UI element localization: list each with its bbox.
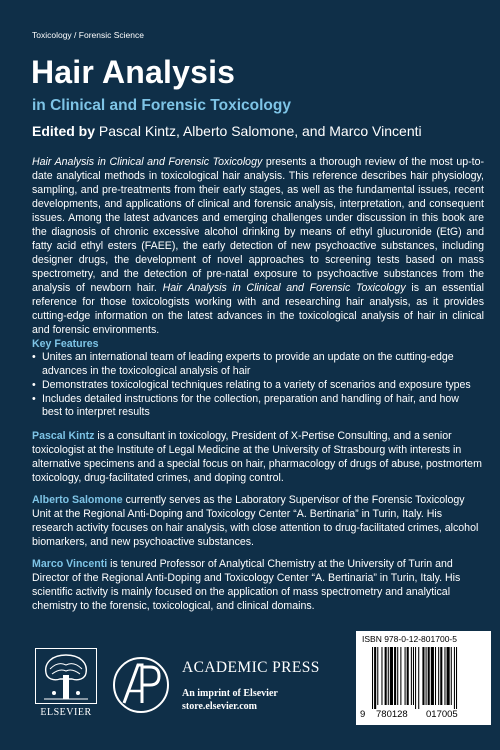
editors-label: Edited by (32, 123, 96, 139)
barcode-bar (422, 647, 424, 705)
list-item (32, 379, 480, 393)
barcode-bar (374, 647, 376, 709)
academic-press-ap-icon (112, 653, 170, 717)
author-bio-vincenti (32, 557, 484, 613)
list-item-text: Unites an international team of leading experts to provide an update on the cutting-edge advances in the toxicological analysis of hair (42, 351, 454, 377)
description-book-title: Hair Analysis in Clinical and Forensic Toxicology (32, 156, 263, 168)
barcode-bar (377, 647, 378, 705)
barcode-bar (390, 647, 393, 705)
author-bio-text: currently serves as the Laboratory Supervisor of the Forensic Toxicology Unit at the Regional Anti-Doping and Toxicology Center “A. Bertinaria” in Turin, Italy. His research activity focuses on hair analysis, with close attention to drug-facilitated crimes, alcohol biomarkers, and new psychoactive substances. (32, 494, 479, 548)
bullet-icon: • (32, 392, 36, 405)
list-item (32, 393, 480, 420)
barcode-digits-last: 017005 (426, 709, 458, 720)
barcode-bar (405, 647, 406, 705)
barcode-bar (385, 647, 387, 705)
barcode-bar (428, 647, 430, 705)
isbn-label: ISBN 978-0-12-801700-5 (362, 634, 457, 644)
author-name: Alberto Salomone (32, 494, 123, 506)
bullet-icon: • (32, 351, 36, 363)
barcode-bar (454, 647, 455, 709)
barcode-bar (394, 647, 396, 705)
barcode-digits-middle: 780128 (376, 709, 408, 720)
author-name: Marco Vincenti (32, 558, 108, 570)
elsevier-tree-icon (35, 648, 97, 704)
list-item-text: Includes detailed instructions for the collection, preparation and handling of hair, and how best to interpret results (42, 392, 459, 418)
book-description (32, 155, 484, 337)
description-text: is an essential reference for those toxicologists working with and researching hair analysis, as it provides cutting-edge information on the latest advances in the toxicological analysis of hair in clinical and forensic environments. (32, 282, 484, 336)
author-bio-text: is tenured Professor of Analytical Chemistry at the University of Turin and Director of the Regional Anti-Doping and Toxicology Center “A. Bertinaria” in Turin, Italy. His scientific activity is mainly focused on the application of mass spectrometry and analytical chemistry to the forensic, toxicological, and clinical domains. (32, 558, 461, 612)
barcode-bar (418, 647, 419, 709)
barcode-bar (407, 647, 409, 705)
barcode-bar (413, 647, 414, 705)
barcode-bar (372, 647, 373, 709)
category-label: Toxicology / Forensic Science (32, 30, 144, 40)
barcode-bar (447, 647, 450, 705)
author-bio-kintz (32, 429, 484, 485)
imprint-text: An imprint of Elsevier (182, 688, 278, 699)
barcode-bar (456, 647, 457, 709)
key-features-list (32, 351, 480, 420)
barcode-box (356, 631, 491, 725)
academic-press-name: ACADEMIC PRESS (182, 659, 320, 676)
book-title: Hair Analysis (31, 54, 236, 90)
barcode-bar (388, 647, 389, 705)
description-book-title: Hair Analysis in Clinical and Forensic Toxicology (162, 282, 406, 294)
list-item-text: Demonstrates toxicological techniques relating to a variety of scenarios and exposure types (42, 378, 471, 391)
barcode-bar (426, 647, 427, 705)
author-bio-salomone (32, 493, 484, 549)
key-features-heading: Key Features (32, 338, 99, 350)
barcode-bar (438, 647, 439, 705)
book-subtitle: in Clinical and Forensic Toxicology (32, 97, 291, 114)
store-url: store.elsevier.com (182, 701, 257, 712)
barcode-bar (415, 647, 416, 709)
barcode-bar (400, 647, 401, 705)
barcode-bar (440, 647, 442, 705)
barcode-bar (397, 647, 398, 705)
barcode-bar (431, 647, 434, 705)
bullet-icon: • (32, 378, 36, 391)
author-name: Pascal Kintz (32, 430, 95, 442)
barcode-digit-first: 9 (360, 709, 366, 720)
barcode-bar (451, 647, 452, 705)
barcode-bar (411, 647, 412, 705)
barcode-bars (360, 647, 487, 711)
author-bio-text: is a consultant in toxicology, President of X-Pertise Consulting, and a senior toxicologist at the Institute of Legal Medicine at the University of Strasbourg with interests in alternative specimens and a special focus on hair, pharmacology of drugs of abuse, postmortem toxicology, drug-facilitated crimes, and doping control. (32, 430, 482, 484)
editors-line (32, 121, 422, 141)
barcode-bar (381, 647, 382, 705)
barcode-bar (435, 647, 436, 705)
barcode-bar (444, 647, 445, 705)
elsevier-logo (35, 648, 97, 720)
description-text: presents a thorough review of the most up-to-date analytical methods in toxicological hair analysis. This reference describes hair physiology, sampling, and pre-treatments from their early stages, as well as the fundamental issues, recent developments, and applications of clinical and forensic analysis, interpretation, and consequent issues. Among the latest advances and emerging challenges under discussion in this book are the diagnosis of chronic excessive alcohol drinking by means of ethyl glucuronide (EtG) and fatty acid ethyl esters (FAEE), the early detection of new psychoactive substances, including designer drugs, the development of novel approaches to screening tests based on mass spectrometry, and the detection of pre-natal exposure to psychoactive substances from the analysis of newborn hair. (32, 156, 484, 294)
elsevier-label: ELSEVIER (40, 707, 92, 718)
editors-names: Pascal Kintz, Alberto Salomone, and Marco Vincenti (98, 123, 422, 139)
list-item (32, 351, 480, 378)
